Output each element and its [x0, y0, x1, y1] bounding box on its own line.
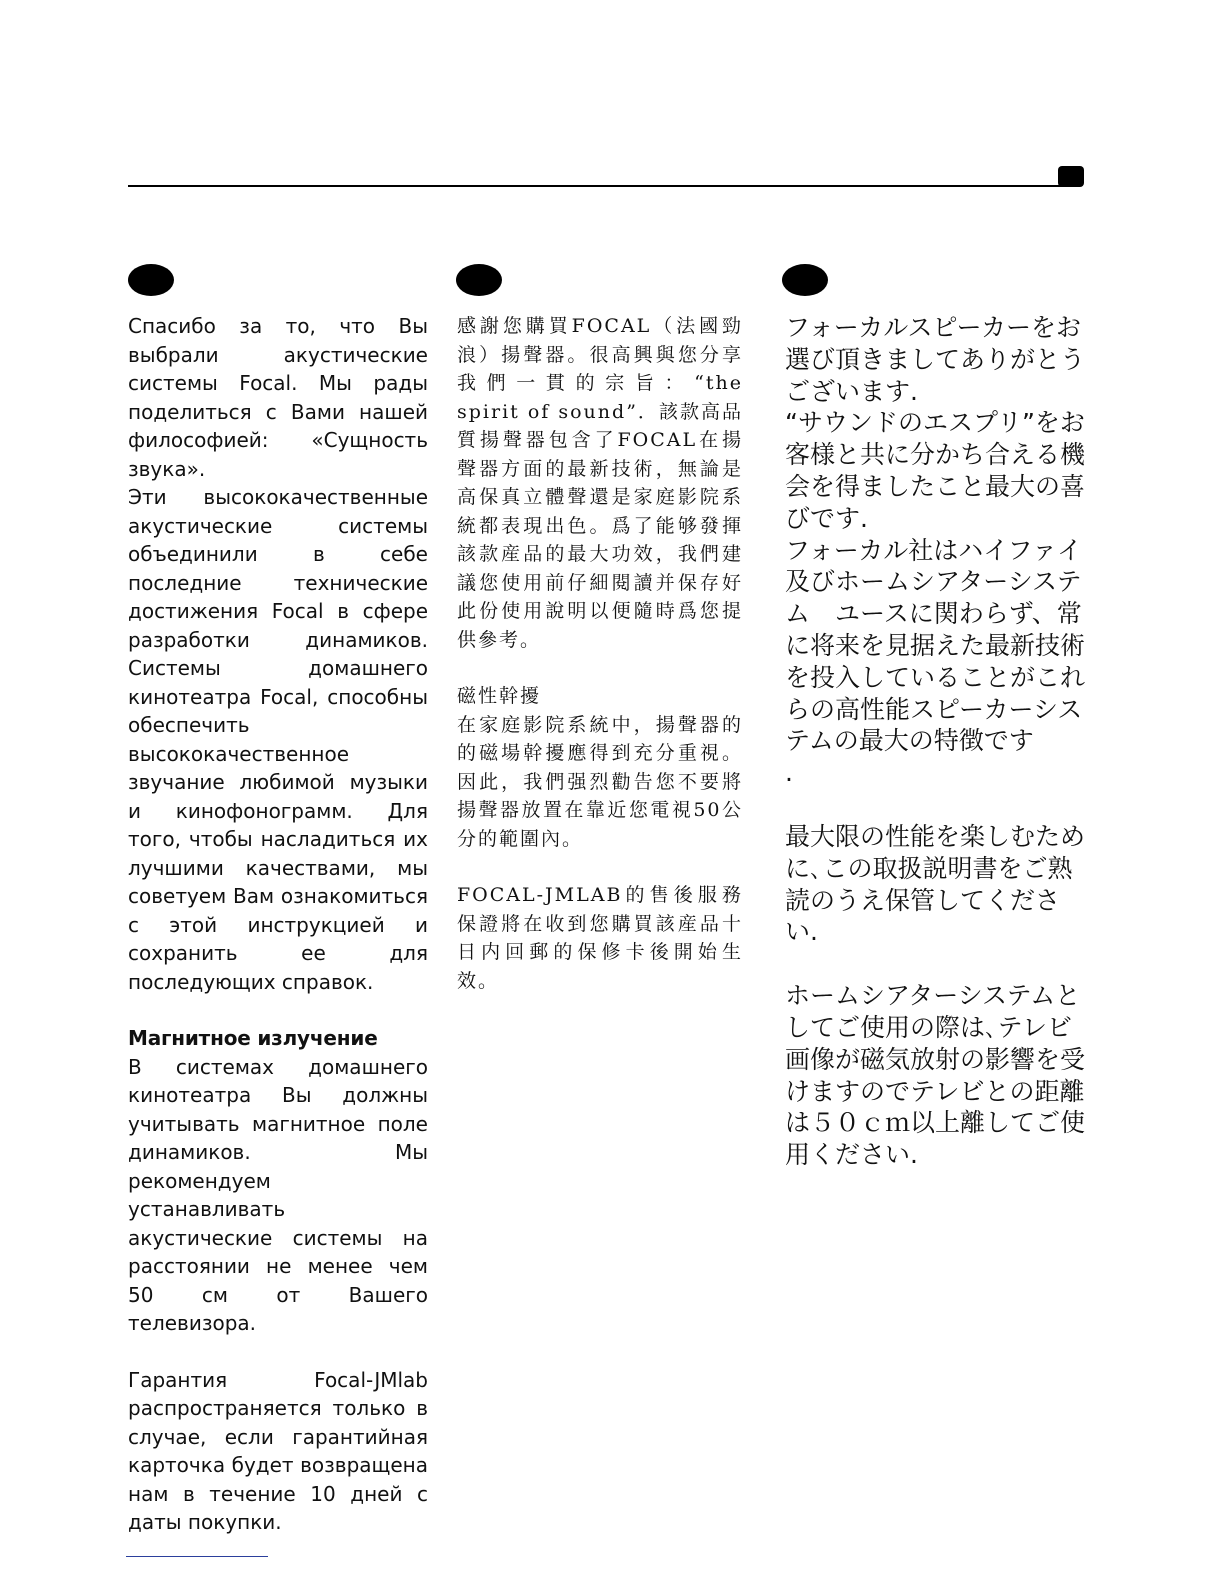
page-corner-tab — [1058, 166, 1084, 187]
ja-magnetic-paragraph: ホームシアターシステムとしてご使用の際は､テレビ画像が磁気放射の影響を受けますのでテレビとの距離は５０ｃｍ以上離してご使用ください. — [785, 981, 1086, 1170]
chinese-column — [457, 312, 743, 995]
ru-body-paragraph: Эти высококачественные акустические системы объединили в себе последние технические достижения Focal в сфере разработки динамиков. Системы домашнего кинотеатра Focal, способны обеспечить высококачественное звучание любимой музыки и кинофонограмм. Для того, чтобы насладиться их лучшими качествами, мы советуем Вам ознакомиться с этой инструкцией и сохранить ее для последующих справок. — [128, 485, 428, 994]
zh-magnetic-heading: 磁性幹擾 — [457, 685, 542, 707]
ja-intro-paragraph: フォーカルスピーカーをお選び頂きましてありがとうございます. — [785, 313, 1086, 406]
chinese-section-badge — [456, 264, 502, 296]
ja-spirit-paragraph: “サウンドのエスプリ”をお客様と共に分かち合える機会を得ましたこと最大の喜びです. — [785, 408, 1086, 533]
ja-manual-paragraph: 最大限の性能を楽しむために､この取扱説明書をご熟読のうえ保管してください. — [785, 821, 1086, 947]
russian-section-badge — [128, 264, 174, 296]
japanese-column — [785, 312, 1085, 1171]
zh-warranty-paragraph: FOCAL-JMLAB的售後服務保證將在收到您購買該産品十日内回郵的保修卡後開始生效。 — [457, 884, 743, 992]
zh-intro-paragraph: 感謝您購買FOCAL（法國勁浪）揚聲器。很高興與您分享我們一貫的宗旨：“the spirit of sound”．該款高品質揚聲器包含了FOCAL在揚聲器方面的最新技術，無論是高保真立體聲還是家庭影院系統都表現出色。爲了能够發揮該款産品的最大功效，我們建議您使用前仔細閱讀并保存好此份使用說明以便隨時爲您提供參考。 — [457, 315, 743, 651]
japanese-section-badge — [782, 264, 828, 296]
header-rule — [128, 185, 1062, 187]
ru-intro-paragraph: Спасибо за то, что Вы выбрали акустические системы Focal. Мы рады поделиться с Вами нашей философией: «Сущность звука». — [128, 314, 428, 481]
zh-magnetic-paragraph: 在家庭影院系統中，揚聲器的的磁場幹擾應得到充分重視。因此，我們强烈勸告您不要將揚聲器放置在靠近您電視50公分的範圍內。 — [457, 713, 743, 850]
ru-warranty-paragraph: Гарантия Focal-JMlab распространяется только в случае, если гарантийная карточка будет возвращена нам в течение 10 дней с даты покупки. — [128, 1367, 428, 1534]
ja-technology-period: . — [785, 758, 793, 788]
ru-magnetic-heading: Магнитное излучение — [128, 1026, 378, 1050]
ru-magnetic-paragraph: В системах домашнего кинотеатра Вы должны учитывать магнитное поле динамиков. Мы рекомендуем устанавливать акустические системы на расстоянии не менее чем 50 см от Вашего телевизора. — [128, 1054, 428, 1335]
footer-link-underline — [126, 1556, 268, 1557]
ja-technology-paragraph: フォーカル社はハイファイ及びホームシアターシステム ユースに関わらず、常に将来を見据えた最新技術を投入していることがこれらの高性能スピーカーシステムの最大の特徴です — [785, 535, 1086, 756]
russian-column — [128, 312, 428, 1537]
